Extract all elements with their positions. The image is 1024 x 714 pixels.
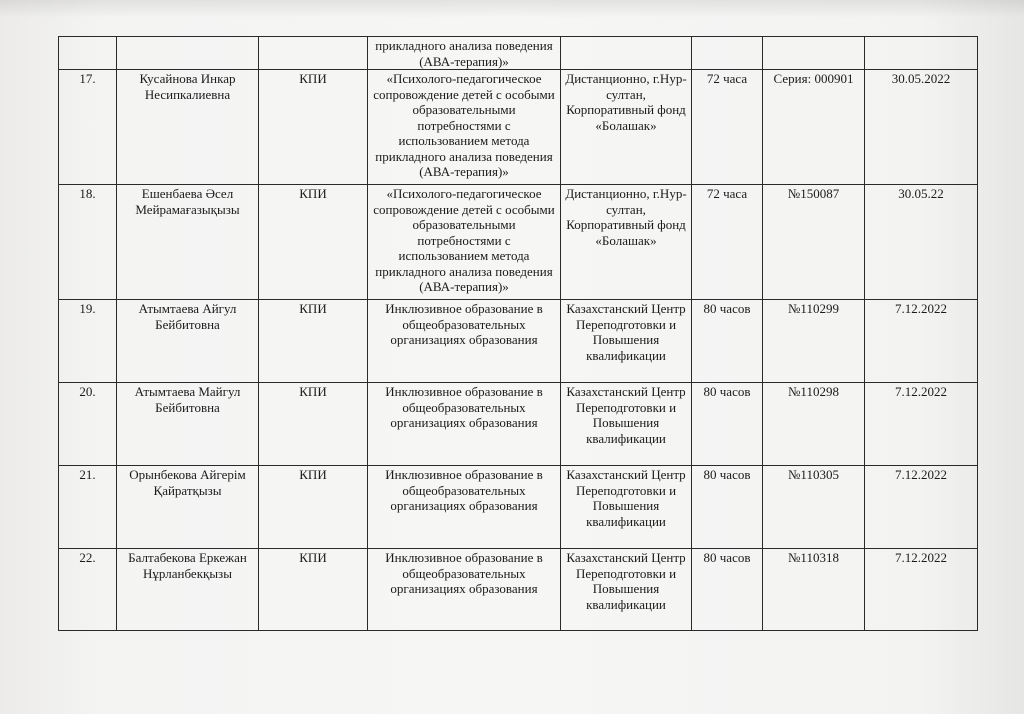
cell-hours: 72 часа <box>692 70 763 185</box>
cell-date: 7.12.2022 <box>865 300 978 383</box>
cell-date: 30.05.22 <box>865 185 978 300</box>
cell-name <box>117 37 259 70</box>
cell-cert: №110305 <box>763 466 865 549</box>
table-row <box>59 549 978 631</box>
table-row <box>59 383 978 466</box>
cell-num: 18. <box>59 185 117 300</box>
cell-cert: №150087 <box>763 185 865 300</box>
cell-course: «Психолого-педагогическое сопровождение детей с особыми образовательными потребностями с использованием метода прикладного анализа поведения (АВА-терапия)» <box>368 185 561 300</box>
cell-date: 30.05.2022 <box>865 70 978 185</box>
cell-category: КПИ <box>259 185 368 300</box>
cell-cert: №110298 <box>763 383 865 466</box>
table-row <box>59 466 978 549</box>
cell-cert: №110318 <box>763 549 865 631</box>
cell-cert <box>763 37 865 70</box>
cell-cert: Серия: 000901 <box>763 70 865 185</box>
cell-category: КПИ <box>259 466 368 549</box>
cell-name: Ешенбаева Әсел Мейрамағазықызы <box>117 185 259 300</box>
cell-course: прикладного анализа поведения (АВА-терапия)» <box>368 37 561 70</box>
cell-hours <box>692 37 763 70</box>
cell-course: Инклюзивное образование в общеобразовательных организациях образования <box>368 549 561 631</box>
cell-name: Атымтаева Айгул Бейбитовна <box>117 300 259 383</box>
cell-hours: 80 часов <box>692 466 763 549</box>
training-records-table <box>58 36 978 631</box>
cell-course: Инклюзивное образование в общеобразовательных организациях образования <box>368 300 561 383</box>
cell-hours: 80 часов <box>692 549 763 631</box>
cell-course: Инклюзивное образование в общеобразовательных организациях образования <box>368 383 561 466</box>
cell-hours: 80 часов <box>692 383 763 466</box>
cell-date: 7.12.2022 <box>865 383 978 466</box>
table-row-continuation <box>59 37 978 70</box>
cell-num <box>59 37 117 70</box>
cell-hours: 80 часов <box>692 300 763 383</box>
table-row <box>59 185 978 300</box>
cell-category: КПИ <box>259 300 368 383</box>
cell-place: Казахстанский Центр Переподготовки и Повышения квалификации <box>561 300 692 383</box>
cell-date <box>865 37 978 70</box>
cell-category <box>259 37 368 70</box>
cell-hours: 72 часа <box>692 185 763 300</box>
table-row <box>59 300 978 383</box>
cell-num: 22. <box>59 549 117 631</box>
cell-place: Казахстанский Центр Переподготовки и Повышения квалификации <box>561 549 692 631</box>
cell-category: КПИ <box>259 70 368 185</box>
cell-num: 20. <box>59 383 117 466</box>
cell-place <box>561 37 692 70</box>
cell-name: Орынбекова Айгерім Қайратқызы <box>117 466 259 549</box>
cell-name: Балтабекова Еркежан Нұрланбекқызы <box>117 549 259 631</box>
cell-num: 17. <box>59 70 117 185</box>
cell-num: 19. <box>59 300 117 383</box>
cell-name: Кусайнова Инкар Несипкалиевна <box>117 70 259 185</box>
cell-place: Казахстанский Центр Переподготовки и Повышения квалификации <box>561 466 692 549</box>
cell-place: Дистанционно, г.Нур-султан, Корпоративный фонд «Болашак» <box>561 185 692 300</box>
cell-date: 7.12.2022 <box>865 549 978 631</box>
cell-place: Казахстанский Центр Переподготовки и Повышения квалификации <box>561 383 692 466</box>
cell-course: Инклюзивное образование в общеобразовательных организациях образования <box>368 466 561 549</box>
cell-cert: №110299 <box>763 300 865 383</box>
cell-category: КПИ <box>259 383 368 466</box>
cell-name: Атымтаева Майгул Бейбитовна <box>117 383 259 466</box>
table-row <box>59 70 978 185</box>
cell-num: 21. <box>59 466 117 549</box>
cell-place: Дистанционно, г.Нур-султан, Корпоративный фонд «Болашак» <box>561 70 692 185</box>
cell-course: «Психолого-педагогическое сопровождение детей с особыми образовательными потребностями с использованием метода прикладного анализа поведения (АВА-терапия)» <box>368 70 561 185</box>
cell-date: 7.12.2022 <box>865 466 978 549</box>
cell-category: КПИ <box>259 549 368 631</box>
